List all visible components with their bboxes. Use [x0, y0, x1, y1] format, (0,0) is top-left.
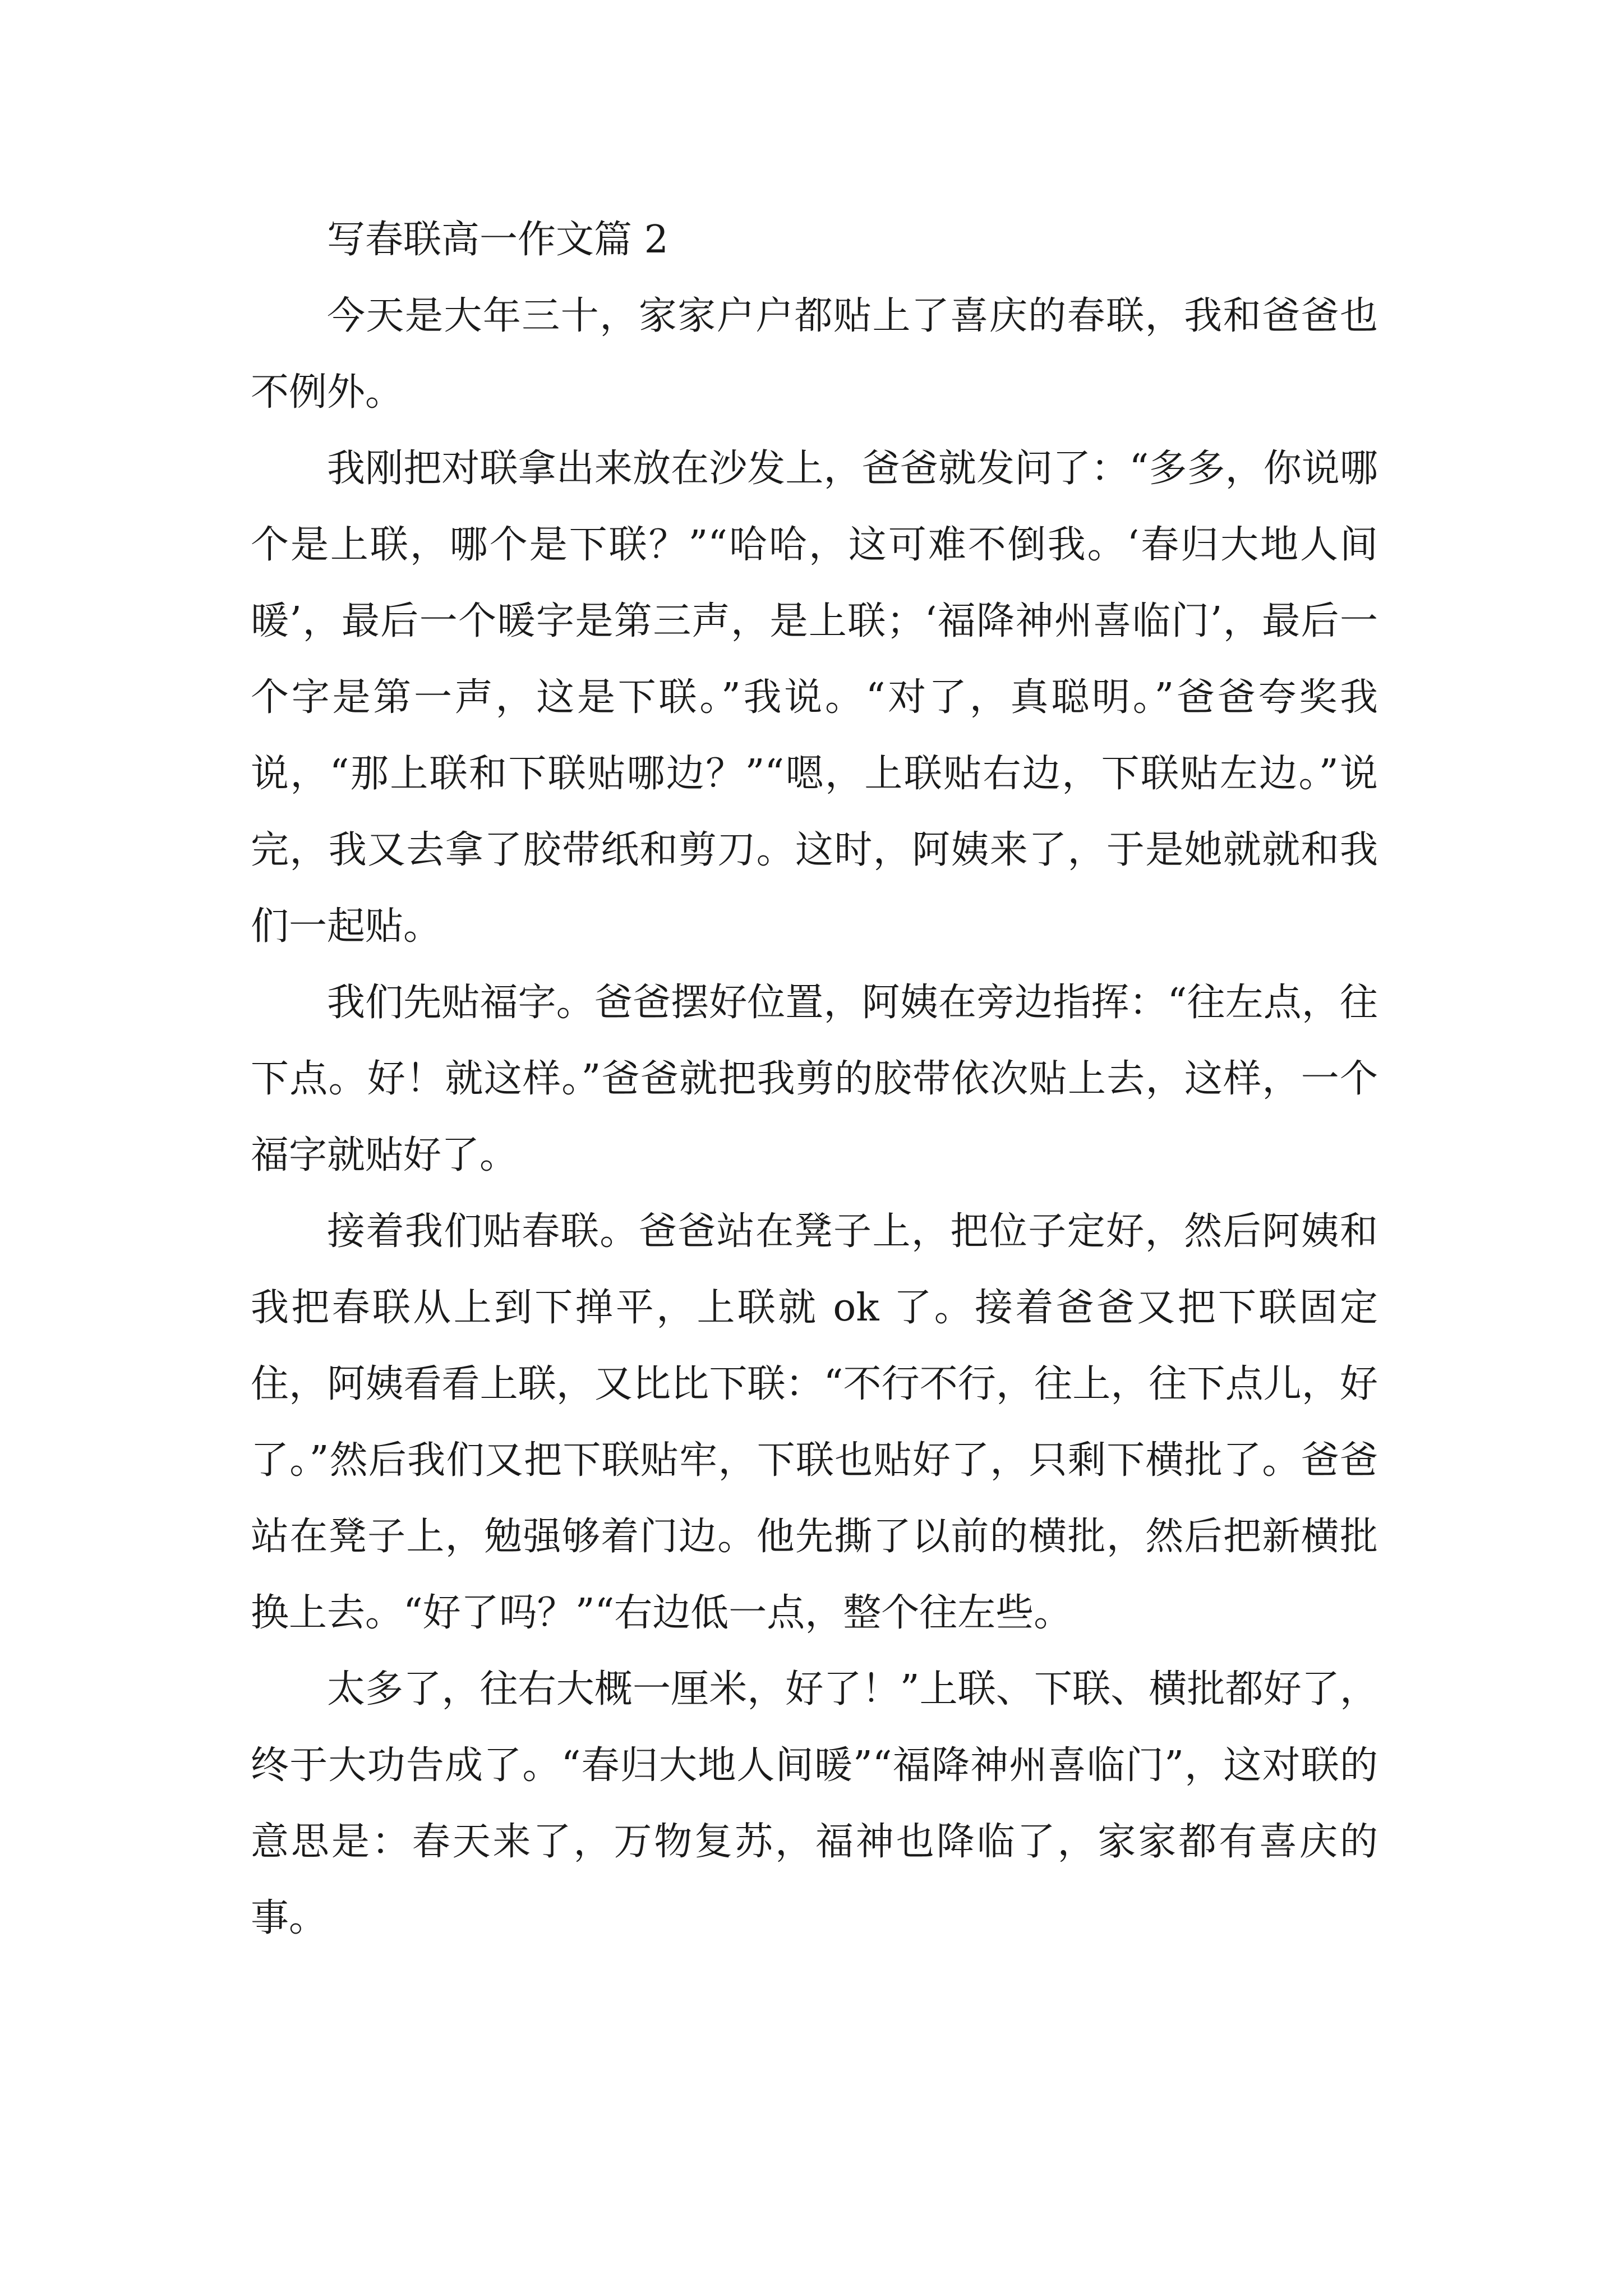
paragraph-3: 我们先贴福字。爸爸摆好位置，阿姨在旁边指挥：“往左点，往下点。好！就这样。”爸爸就把我剪的胶带依次贴上去，这样，一个福字就贴好了。: [251, 981, 1378, 1177]
paragraph-5: 太多了，往右大概一厘米，好了！”上联、下联、横批都好了，终于大功告成了。“春归大地人间暖”“福降神州喜临门”，这对联的意思是：春天来了，万物复苏，福神也降临了，家家都有喜庆的事。: [251, 1667, 1378, 1940]
document-body: [251, 202, 1378, 1957]
paragraph-4: 接着我们贴春联。爸爸站在凳子上，把位子定好，然后阿姨和我把春联从上到下掸平，上联就 ok 了。接着爸爸又把下联固定住，阿姨看看上联，又比比下联：“不行不行，往上，往下点儿，好了。”然后我们又把下联贴牢，下联也贴好了，只剩下横批了。爸爸站在凳子上，勉强够着门边。他先撕了以前的横批，然后把新横批换上去。“好了吗？”“右边低一点，整个往左些。: [251, 1209, 1378, 1635]
paragraph-1: 今天是大年三十，家家户户都贴上了喜庆的春联，我和爸爸也不例外。: [251, 294, 1378, 415]
document-title: 写春联高一作文篇 2: [327, 218, 668, 262]
paragraph-2: 我刚把对联拿出来放在沙发上，爸爸就发问了：“多多，你说哪个是上联，哪个是下联？”“哈哈，这可难不倒我。‘春归大地人间暖’，最后一个暖字是第三声，是上联；‘福降神州喜临门’，最后一个字是第一声，这是下联。”我说。“对了，真聪明。”爸爸夸奖我说，“那上联和下联贴哪边？”“嗯，上联贴右边，下联贴左边。”说完，我又去拿了胶带纸和剪刀。这时，阿姨来了，于是她就就和我们一起贴。: [251, 447, 1378, 949]
